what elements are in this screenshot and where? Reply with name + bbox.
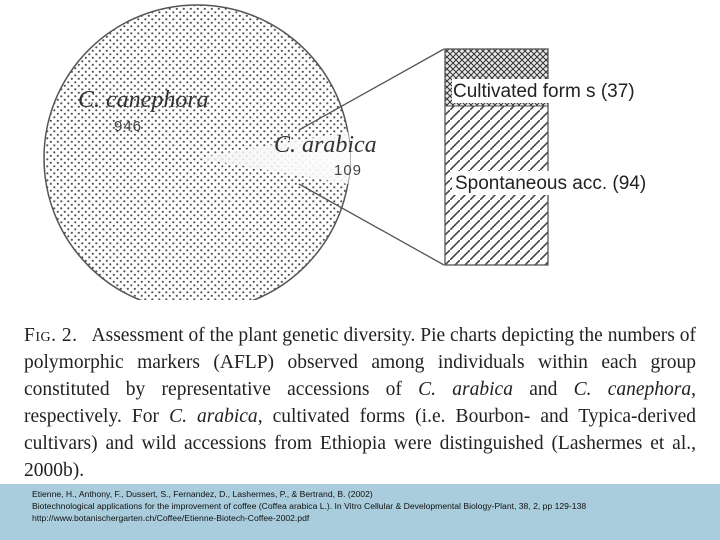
caption-species-arabica-2: C. arabica bbox=[169, 406, 258, 427]
spontaneous-label: Spontaneous acc. (94) bbox=[455, 173, 647, 194]
canephora-count: 946 bbox=[114, 118, 143, 135]
citation-authors: Etienne, H., Anthony, F., Dussert, S., Fernandez, D., Lashermes, P., & Bertrand, B. (2002) bbox=[32, 489, 373, 499]
citation-footer bbox=[0, 484, 720, 540]
citation-title: Biotechnological applications for the improvement of coffee (Coffea arabica L.). In Vitro Cellular & Developmental Biology-Plant, 38, 2, pp 129-138 bbox=[32, 501, 587, 511]
arabica-count: 109 bbox=[334, 162, 363, 179]
citation-url[interactable]: http://www.botanischergarten.ch/Coffee/Etienne-Biotech-Coffee-2002.pdf bbox=[32, 513, 310, 523]
arabica-label: C. arabica bbox=[274, 132, 377, 158]
caption-species-arabica: C. arabica bbox=[418, 379, 513, 400]
caption-text-4: , cultivated forms (i.e. Bourbon- and Typica-derived cultivars) and wild accessions from Ethiopia were distinguished (Lashermes et al., 2000b). bbox=[24, 406, 696, 481]
caption-species-canephora: C. canephora bbox=[573, 379, 692, 400]
cultivated-label: Cultivated form s (37) bbox=[453, 81, 635, 102]
caption-text-2: and bbox=[512, 379, 574, 400]
canephora-label: C. canephora bbox=[78, 87, 209, 113]
figure-number: Fig. 2. bbox=[24, 325, 78, 346]
caption-text-1: Assessment of the plant genetic diversity. Pie charts depicting the numbers of polymorphic markers (AFLP) observed among individuals within each group constituted by representative accessions of bbox=[24, 325, 696, 400]
caption-text-3: , respectively. For bbox=[24, 379, 697, 427]
figure-caption bbox=[24, 322, 696, 484]
